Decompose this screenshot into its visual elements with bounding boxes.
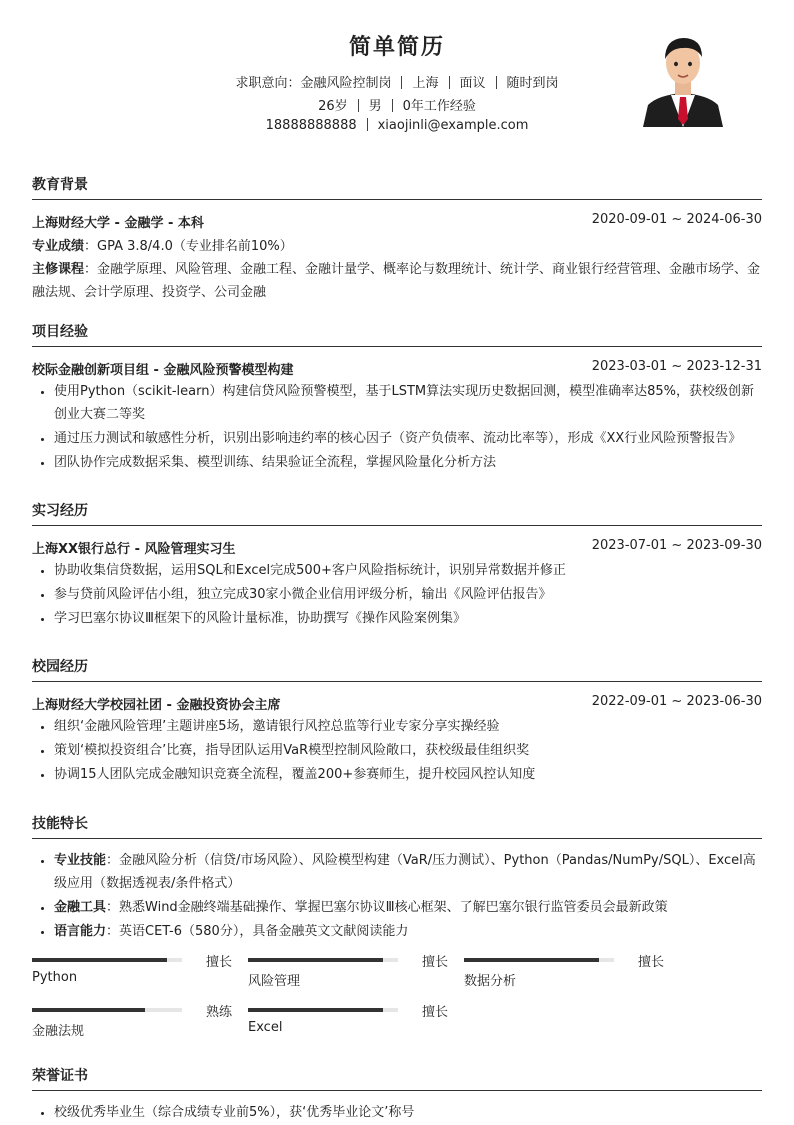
skill-text: ：熟悉Wind金融终端基础操作、掌握巴塞尔协议Ⅲ核心框架、了解巴塞尔银行监管委员会最新政策 [106, 900, 668, 915]
courses-label: 主修课程 [32, 262, 85, 277]
skill-name: 风险管理 [248, 974, 301, 989]
list-item: • 协调15人团队完成金融知识竞赛全流程，覆盖200+参赛师生，提升校园风控认知度 [54, 763, 762, 786]
projects-section [32, 321, 762, 475]
list-item: • 协助收集信贷数据，运用SQL和Excel完成500+客户风险指标统计，识别异常数据并修正 [54, 559, 762, 582]
education-row [32, 212, 762, 231]
skill-name: 数据分析 [464, 974, 517, 989]
experience: 0年工作经验 [402, 99, 476, 114]
avatar-photo [638, 27, 728, 127]
campus-list [32, 715, 762, 786]
job-city: 上海 [412, 76, 439, 91]
list-item: • 校级优秀毕业生（综合成绩专业前5%），获‘优秀毕业论文’称号 [54, 1101, 762, 1124]
internship-section [32, 500, 762, 631]
skill-bar [32, 1008, 182, 1012]
age: 26岁 [318, 99, 348, 114]
skill-level-text: 擅长 [637, 955, 664, 970]
project-row [32, 359, 762, 378]
skills-list [32, 849, 762, 943]
job-availability: 随时到岗 [506, 76, 559, 91]
list-item: • 策划‘模拟投资组合’比赛，指导团队运用VaR模型控制风险敞口，获校级最佳组织奖 [54, 739, 762, 762]
internship-org: 上海XX银行总行 - 风险管理实习生 [32, 542, 236, 557]
campus-section [32, 656, 762, 787]
skills-title: 技能特长 [32, 813, 762, 839]
skill-bar-fill [248, 958, 383, 962]
project-date: 2023-03-01 ~ 2023-12-31 [591, 359, 762, 374]
skill-bar [32, 958, 182, 962]
skill-label: 专业技能 [54, 853, 107, 868]
courses-value: ：金融学原理、风险管理、金融工程、金融计量学、概率论与数理统计、统计学、商业银行经营管理、金融市场学、金 [84, 262, 761, 277]
projects-title: 项目经验 [32, 321, 762, 347]
skill-level-item [248, 953, 448, 993]
education-school: 上海财经大学 - 金融学 - 本科 [32, 216, 204, 231]
skills-section [32, 813, 762, 1057]
campus-date: 2022-09-01 ~ 2023-06-30 [591, 694, 762, 709]
skill-level-text: 擅长 [205, 955, 232, 970]
skill-level-item [248, 1003, 448, 1043]
job-intent: 求职意向：金融风险控制岗 [235, 76, 392, 91]
honors-section [32, 1065, 762, 1125]
internship-date: 2023-07-01 ~ 2023-09-30 [591, 538, 762, 553]
skill-text: ：金融风险分析（信贷/市场风险）、风险模型构建（VaR/压力测试）、Python（Pandas/NumPy/SQL）、Excel高级应用（数据透视表/条件格式） [54, 853, 756, 891]
gpa-value: ：GPA 3.8/4.0（专业排名前10%） [84, 239, 293, 254]
phone: 18888888888 [265, 118, 357, 133]
skill-bar [464, 958, 614, 962]
skill-levels [32, 953, 762, 1057]
courses-line-2: 融法规、会计学原理、投资学、公司金融 [32, 285, 267, 300]
list-item: • 团队协作完成数据采集、模型训练、结果验证全流程，掌握风险量化分析方法 [54, 451, 762, 474]
internship-row [32, 538, 762, 557]
skill-name: Python [32, 970, 78, 985]
internship-title: 实习经历 [32, 500, 762, 526]
skill-label: 语言能力 [54, 924, 107, 939]
list-item: • 使用Python（scikit-learn）构建信贷风险预警模型，基于LSTM算法实现历史数据回测，模型准确率达85%，获校级创新创业大赛二等奖 [54, 380, 762, 426]
campus-row [32, 694, 762, 713]
skill-level-text: 熟练 [205, 1005, 232, 1020]
skill-bar [248, 1008, 398, 1012]
skill-bar [248, 958, 398, 962]
list-item: • 通过压力测试和敏感性分析，识别出影响违约率的核心因子（资产负债率、流动比率等），形成《XX行业风险预警报告》 [54, 427, 762, 450]
skill-level-item [464, 953, 664, 993]
list-item: • 学习巴塞尔协议Ⅲ框架下的风险计量标准，协助撰写《操作风险案例集》 [54, 607, 762, 630]
job-salary: 面议 [459, 76, 486, 91]
skill-level-text: 擅长 [421, 1005, 448, 1020]
skill-text: ：英语CET-6（580分），具备金融英文文献阅读能力 [106, 924, 409, 939]
list-item [54, 920, 762, 943]
education-date: 2020-09-01 ~ 2024-06-30 [591, 212, 762, 227]
skill-label: 金融工具 [54, 900, 107, 915]
list-item [54, 896, 762, 919]
honors-title: 荣誉证书 [32, 1065, 762, 1091]
campus-org: 上海财经大学校园社团 - 金融投资协会主席 [32, 698, 281, 713]
gpa-label: 专业成绩 [32, 239, 85, 254]
honors-list [32, 1101, 762, 1124]
project-org: 校际金融创新项目组 - 金融风险预警模型构建 [32, 363, 294, 378]
skill-name: 金融法规 [32, 1024, 85, 1039]
resume-header [32, 0, 762, 150]
skill-bar-fill [464, 958, 599, 962]
project-list [32, 380, 762, 474]
email: xiaojinli@example.com [377, 118, 529, 133]
courses-line [32, 258, 762, 281]
skill-name: Excel [248, 1020, 283, 1035]
internship-list [32, 559, 762, 630]
education-title: 教育背景 [32, 174, 762, 200]
skill-level-text: 擅长 [421, 955, 448, 970]
skill-bar-fill [32, 1008, 145, 1012]
gpa-line [32, 235, 762, 258]
skill-level-item [32, 1003, 232, 1043]
list-item: • 组织‘金融风险管理’主题讲座5场，邀请银行风控总监等行业专家分享实操经验 [54, 715, 762, 738]
resume-name: 简单简历 [348, 35, 445, 60]
list-item [54, 849, 762, 895]
campus-title: 校园经历 [32, 656, 762, 682]
list-item: • 参与贷前风险评估小组，独立完成30家小微企业信用评级分析，输出《风险评估报告》 [54, 583, 762, 606]
skill-bar-fill [32, 958, 167, 962]
education-section [32, 174, 762, 304]
skill-level-item [32, 953, 232, 993]
gender: 男 [368, 99, 382, 114]
skill-bar-fill [248, 1008, 383, 1012]
